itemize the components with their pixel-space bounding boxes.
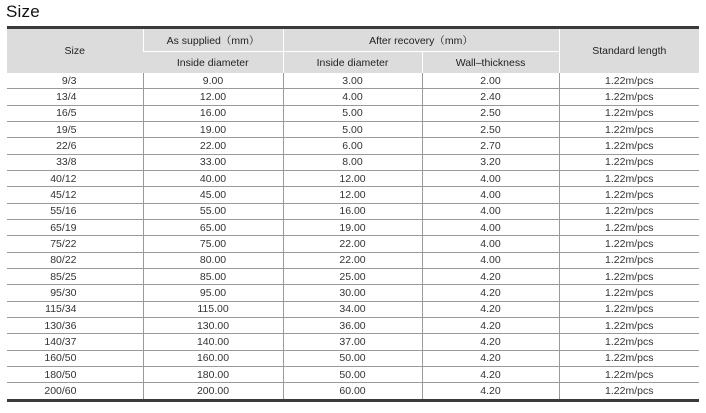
cell-supplied-inside-diameter: 65.00	[143, 219, 283, 235]
cell-size: 13/4	[7, 89, 143, 105]
header-inside-diameter-supplied: Inside diameter	[143, 52, 283, 74]
cell-standard-length: 1.22m/pcs	[559, 121, 699, 137]
size-table-container	[7, 26, 699, 402]
cell-supplied-inside-diameter: 80.00	[143, 252, 283, 268]
size-table	[7, 29, 699, 399]
cell-wall-thickness: 4.00	[422, 187, 559, 203]
cell-wall-thickness: 4.00	[422, 219, 559, 235]
cell-recovered-inside-diameter: 5.00	[283, 105, 422, 121]
cell-wall-thickness: 4.20	[422, 350, 559, 366]
table-row	[7, 301, 699, 317]
cell-recovered-inside-diameter: 50.00	[283, 366, 422, 382]
cell-supplied-inside-diameter: 180.00	[143, 366, 283, 382]
cell-size: 85/25	[7, 268, 143, 284]
table-row	[7, 317, 699, 333]
cell-standard-length: 1.22m/pcs	[559, 73, 699, 89]
cell-wall-thickness: 2.40	[422, 89, 559, 105]
cell-wall-thickness: 4.00	[422, 236, 559, 252]
cell-standard-length: 1.22m/pcs	[559, 219, 699, 235]
cell-recovered-inside-diameter: 12.00	[283, 187, 422, 203]
cell-wall-thickness: 2.50	[422, 105, 559, 121]
table-row	[7, 170, 699, 186]
cell-size: 55/16	[7, 203, 143, 219]
cell-standard-length: 1.22m/pcs	[559, 366, 699, 382]
cell-size: 140/37	[7, 334, 143, 350]
header-after-recovery: After recovery（mm）	[283, 29, 559, 52]
cell-standard-length: 1.22m/pcs	[559, 285, 699, 301]
table-row	[7, 383, 699, 399]
cell-supplied-inside-diameter: 19.00	[143, 121, 283, 137]
cell-recovered-inside-diameter: 12.00	[283, 170, 422, 186]
cell-recovered-inside-diameter: 30.00	[283, 285, 422, 301]
cell-supplied-inside-diameter: 85.00	[143, 268, 283, 284]
cell-wall-thickness: 4.00	[422, 203, 559, 219]
cell-size: 80/22	[7, 252, 143, 268]
cell-supplied-inside-diameter: 130.00	[143, 317, 283, 333]
cell-supplied-inside-diameter: 160.00	[143, 350, 283, 366]
cell-wall-thickness: 4.20	[422, 383, 559, 399]
table-row	[7, 138, 699, 154]
cell-supplied-inside-diameter: 115.00	[143, 301, 283, 317]
cell-wall-thickness: 4.20	[422, 301, 559, 317]
cell-standard-length: 1.22m/pcs	[559, 334, 699, 350]
header-size: Size	[7, 29, 143, 73]
cell-size: 22/6	[7, 138, 143, 154]
cell-recovered-inside-diameter: 8.00	[283, 154, 422, 170]
cell-recovered-inside-diameter: 6.00	[283, 138, 422, 154]
cell-standard-length: 1.22m/pcs	[559, 187, 699, 203]
table-row	[7, 285, 699, 301]
cell-standard-length: 1.22m/pcs	[559, 170, 699, 186]
cell-supplied-inside-diameter: 95.00	[143, 285, 283, 301]
cell-size: 16/5	[7, 105, 143, 121]
cell-size: 40/12	[7, 170, 143, 186]
cell-recovered-inside-diameter: 60.00	[283, 383, 422, 399]
table-row	[7, 334, 699, 350]
cell-wall-thickness: 2.70	[422, 138, 559, 154]
header-inside-diameter-recovered: Inside diameter	[283, 52, 422, 74]
table-row	[7, 121, 699, 137]
cell-recovered-inside-diameter: 4.00	[283, 89, 422, 105]
cell-standard-length: 1.22m/pcs	[559, 138, 699, 154]
cell-recovered-inside-diameter: 5.00	[283, 121, 422, 137]
cell-supplied-inside-diameter: 40.00	[143, 170, 283, 186]
table-row	[7, 236, 699, 252]
cell-size: 95/30	[7, 285, 143, 301]
cell-recovered-inside-diameter: 50.00	[283, 350, 422, 366]
header-standard-length: Standard length	[559, 29, 699, 73]
cell-wall-thickness: 4.20	[422, 334, 559, 350]
cell-standard-length: 1.22m/pcs	[559, 236, 699, 252]
cell-size: 45/12	[7, 187, 143, 203]
table-row	[7, 73, 699, 89]
cell-recovered-inside-diameter: 25.00	[283, 268, 422, 284]
cell-supplied-inside-diameter: 12.00	[143, 89, 283, 105]
cell-size: 130/36	[7, 317, 143, 333]
cell-standard-length: 1.22m/pcs	[559, 105, 699, 121]
cell-recovered-inside-diameter: 19.00	[283, 219, 422, 235]
cell-standard-length: 1.22m/pcs	[559, 252, 699, 268]
cell-supplied-inside-diameter: 16.00	[143, 105, 283, 121]
table-row	[7, 252, 699, 268]
cell-wall-thickness: 4.00	[422, 170, 559, 186]
cell-supplied-inside-diameter: 9.00	[143, 73, 283, 89]
cell-recovered-inside-diameter: 22.00	[283, 252, 422, 268]
table-row	[7, 366, 699, 382]
cell-standard-length: 1.22m/pcs	[559, 154, 699, 170]
cell-size: 160/50	[7, 350, 143, 366]
table-row	[7, 268, 699, 284]
cell-supplied-inside-diameter: 33.00	[143, 154, 283, 170]
header-as-supplied: As supplied（mm）	[143, 29, 283, 52]
cell-supplied-inside-diameter: 22.00	[143, 138, 283, 154]
cell-wall-thickness: 4.00	[422, 252, 559, 268]
cell-standard-length: 1.22m/pcs	[559, 268, 699, 284]
cell-recovered-inside-diameter: 16.00	[283, 203, 422, 219]
cell-size: 200/60	[7, 383, 143, 399]
cell-recovered-inside-diameter: 36.00	[283, 317, 422, 333]
table-body	[7, 73, 699, 399]
table-bottom-rule	[7, 399, 699, 402]
cell-wall-thickness: 4.20	[422, 317, 559, 333]
cell-size: 180/50	[7, 366, 143, 382]
cell-recovered-inside-diameter: 22.00	[283, 236, 422, 252]
table-row	[7, 219, 699, 235]
cell-standard-length: 1.22m/pcs	[559, 317, 699, 333]
cell-supplied-inside-diameter: 200.00	[143, 383, 283, 399]
cell-supplied-inside-diameter: 75.00	[143, 236, 283, 252]
table-row	[7, 154, 699, 170]
cell-wall-thickness: 4.20	[422, 366, 559, 382]
cell-wall-thickness: 2.50	[422, 121, 559, 137]
cell-standard-length: 1.22m/pcs	[559, 89, 699, 105]
cell-supplied-inside-diameter: 55.00	[143, 203, 283, 219]
header-wall-thickness: Wall–thickness	[422, 52, 559, 74]
cell-wall-thickness: 3.20	[422, 154, 559, 170]
cell-supplied-inside-diameter: 45.00	[143, 187, 283, 203]
cell-size: 33/8	[7, 154, 143, 170]
cell-wall-thickness: 4.20	[422, 268, 559, 284]
cell-wall-thickness: 4.20	[422, 285, 559, 301]
table-header	[7, 29, 699, 73]
cell-supplied-inside-diameter: 140.00	[143, 334, 283, 350]
table-row	[7, 187, 699, 203]
cell-recovered-inside-diameter: 37.00	[283, 334, 422, 350]
cell-size: 115/34	[7, 301, 143, 317]
cell-recovered-inside-diameter: 34.00	[283, 301, 422, 317]
table-row	[7, 89, 699, 105]
table-row	[7, 105, 699, 121]
table-row	[7, 203, 699, 219]
cell-standard-length: 1.22m/pcs	[559, 301, 699, 317]
cell-wall-thickness: 2.00	[422, 73, 559, 89]
cell-standard-length: 1.22m/pcs	[559, 350, 699, 366]
cell-recovered-inside-diameter: 3.00	[283, 73, 422, 89]
cell-size: 9/3	[61, 74, 77, 87]
table-row	[7, 350, 699, 366]
cell-size: 19/5	[7, 121, 143, 137]
cell-size: 65/19	[7, 219, 143, 235]
page-title: Size	[6, 2, 40, 21]
cell-standard-length: 1.22m/pcs	[559, 203, 699, 219]
cell-standard-length: 1.22m/pcs	[559, 383, 699, 399]
cell-size: 75/22	[7, 236, 143, 252]
